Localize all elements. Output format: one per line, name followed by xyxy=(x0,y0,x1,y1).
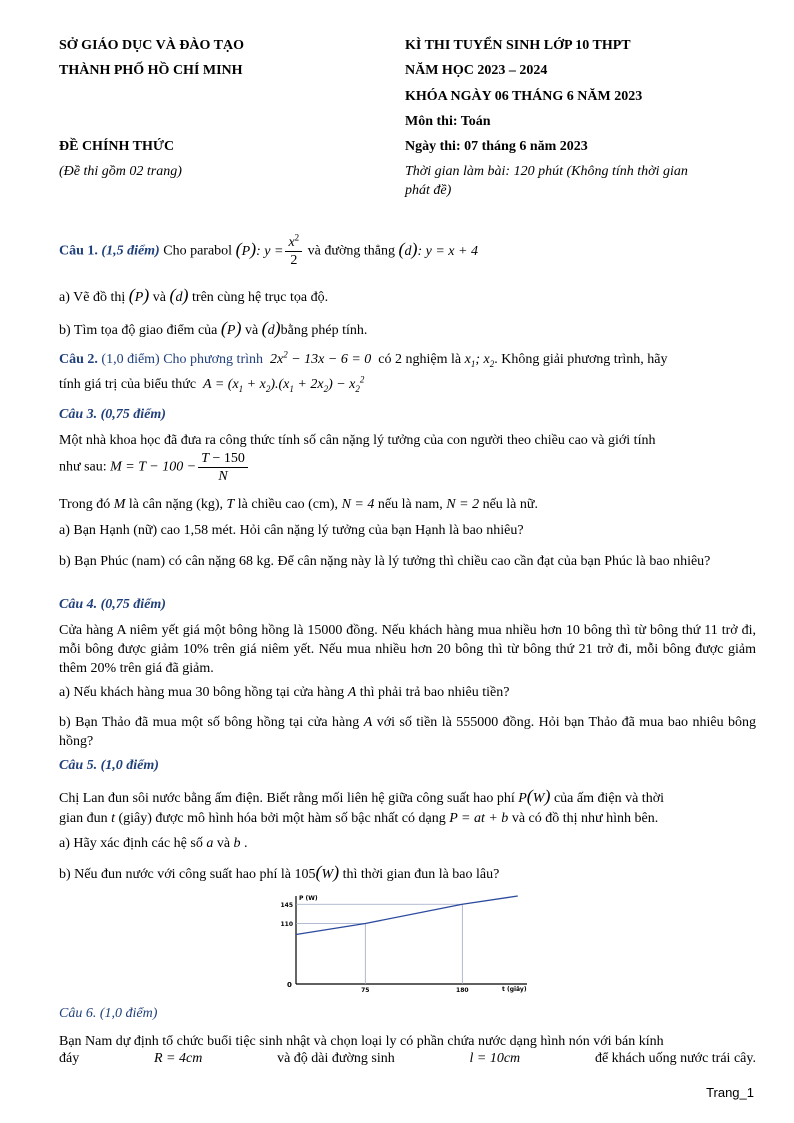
q4-intro xyxy=(59,621,756,678)
x-tick-label: 180 xyxy=(456,987,469,994)
q6-l2c: để khách uống nước trái cây. xyxy=(594,1051,756,1066)
page-number: Trang_1 xyxy=(706,1085,754,1100)
q3-formula-line xyxy=(59,450,250,485)
q6-slant: l = 10cm xyxy=(469,1051,521,1066)
q3-part-b xyxy=(59,552,756,571)
q4-p20: 20% xyxy=(90,661,117,676)
q5-b2: thì thời gian đun là bao lâu? xyxy=(342,867,500,882)
q6-line1: Bạn Nam dự định tổ chức buổi tiệc sinh nhật và chọn loại ly có phần chứa nước dạng hình nón với bán kính xyxy=(59,1034,664,1049)
q2-equation: $2x^2 - 13x - 6 = 0$ xyxy=(270,349,372,367)
q5-l2b: (giây) được mô hình hóa bởi một hàm số bậc nhất có dạng xyxy=(118,811,446,826)
q3-a2: mét. Hỏi cân nặng lý tưởng của bạn Hạnh là bao nhiêu? xyxy=(211,523,524,538)
q5-label: Câu 5. (1,0 điểm) xyxy=(59,758,159,773)
q4-l2b: trở đi, mỗi bông được giảm xyxy=(59,623,756,657)
q3-intro: Một nhà khoa học đã đưa ra công thức tính số cân nặng lý tưởng của con người theo chiều cao và giới tính xyxy=(59,433,656,448)
q3-b-num: 68 xyxy=(239,554,253,569)
q4-n20: 20 xyxy=(436,642,451,657)
school-year: NĂM HỌC 2023 – 2024 xyxy=(405,63,548,78)
q4-l3a: thứ xyxy=(555,642,575,657)
q6-radius: R = 4cm xyxy=(153,1051,203,1066)
time-limit-line2: phát đề) xyxy=(405,183,452,198)
q4-part-a: a) Nếu khách hàng mua 30 bông hồng tại cửa hàng A thì phải trả bao nhiêu tiền? xyxy=(59,685,510,700)
q4-a1: a) Nếu khách hàng mua xyxy=(59,685,192,700)
q1-a-end: trên cùng hệ trục tọa độ. xyxy=(192,290,329,305)
exam-title: KÌ THI TUYỂN SINH LỚP 10 THPT xyxy=(405,38,631,53)
power-line xyxy=(296,896,518,935)
origin-label: 0 xyxy=(287,981,292,989)
pages-note: (Đề thi gồm 02 trang) xyxy=(59,164,182,179)
y-tick-label: 145 xyxy=(280,901,293,909)
power-time-chart xyxy=(282,892,542,997)
q2-label: Câu 2. xyxy=(59,352,98,367)
q1-part-a: a) Vẽ đồ thị (P) và (d) trên cùng hệ trục tọa độ. xyxy=(59,285,329,305)
q6-l2b: và độ dài đường sinh xyxy=(277,1051,395,1066)
q3-p2d: nếu là nam, xyxy=(377,497,443,512)
q1-parabola: (P): y = xyxy=(235,238,284,259)
exam-date: Ngày thi: 07 tháng 6 năm 2023 xyxy=(405,139,588,154)
q3-p1b: như sau: xyxy=(59,459,107,475)
q1-points: (1,5 điểm) xyxy=(101,243,160,259)
q4-l1c: bông thì từ xyxy=(583,623,646,638)
q4-n21: 21 xyxy=(578,642,593,657)
q1-b-and: và xyxy=(244,323,259,338)
q5-l2a: gian đun xyxy=(59,811,108,826)
q3-b3: bao nhiêu? xyxy=(649,554,711,569)
q3-formula: M = T − 100 − xyxy=(110,459,197,475)
q5-a1: a) Hãy xác định các hệ số xyxy=(59,836,203,851)
q4-b2: với số tiền là xyxy=(376,715,452,730)
q3-b1: b) Bạn Phúc (nam) có cân nặng xyxy=(59,554,236,569)
q5-b1: b) Nếu đun nước với công suất hao phí là xyxy=(59,867,291,882)
q5-line2: gian đun t (giây) được mô hình hóa bởi một hàm số bậc nhất có dạng P = at + b và có đồ thị như hình bên. xyxy=(59,811,659,826)
official-exam-label: ĐỀ CHÍNH THỨC xyxy=(59,139,175,154)
q4-n11: 11 xyxy=(704,623,718,638)
q3-p2a: Trong đó xyxy=(59,497,111,512)
q3-fraction: $\frac{T - 150}{N}$ xyxy=(198,450,248,485)
q1-line: (d): y = x + 4 xyxy=(398,238,478,259)
q3-definitions: Trong đó M là cân nặng (kg), T là chiều cao (cm), N = 4 nếu là nam, N = 2 nếu là nữ. xyxy=(59,497,538,512)
q1-a-text: a) Vẽ đồ thị xyxy=(59,290,126,305)
q2-line2-text: tính giá trị của biểu thức xyxy=(59,377,197,392)
q2-line2 xyxy=(59,374,365,394)
q3-a1: a) Bạn Hạnh (nữ) cao xyxy=(59,523,181,538)
q5-part-b: b) Nếu đun nước với công suất hao phí là 105(W) thì thời gian đun là bao lâu? xyxy=(59,862,500,882)
q4-n10: 10 xyxy=(565,623,580,638)
q3-a-num: 1,58 xyxy=(183,523,209,538)
q5-a-and: và xyxy=(216,836,231,851)
q4-b3: đồng. Hỏi bạn Thảo đã mua xyxy=(502,715,664,730)
q1-mid: và đường thẳng xyxy=(307,243,395,259)
q4-a3: thì phải trả bao nhiêu tiền? xyxy=(359,685,510,700)
q5-l1a: Chị Lan đun sôi nước bằng ấm điện. Biết rằng mối liên hệ giữa công suất hao phí xyxy=(59,791,515,806)
q4-p10: 10% xyxy=(183,642,209,657)
q3-p2e: nếu là nữ. xyxy=(482,497,538,512)
q4-money: 555000 xyxy=(456,715,499,730)
q4-l3c: trên giá đã giảm. xyxy=(119,661,214,676)
q4-l2d: bông thì từ bông xyxy=(455,642,552,657)
q4-b1: b) Bạn Thảo đã mua một số bông hồng tại cửa hàng xyxy=(59,715,360,730)
q4-l2c: trên giá niêm yết. Nếu mua nhiều hơn xyxy=(213,642,433,657)
q2-points: (1,0 điểm) Cho phương trình xyxy=(101,352,263,367)
q1-intro: Cho parabol xyxy=(163,243,233,259)
q4-price: 15000 xyxy=(307,623,343,638)
q1-a-and: và xyxy=(152,290,167,305)
x-tick-label: 75 xyxy=(361,987,370,994)
exam-session: KHÓA NGÀY 06 THÁNG 6 NĂM 2023 xyxy=(405,89,643,104)
header-city: THÀNH PHỐ HỒ CHÍ MINH xyxy=(59,63,243,78)
q4-l3b: trở đi, mỗi bông được giảm thêm xyxy=(59,642,757,676)
q6-l2a: đáy xyxy=(59,1051,80,1066)
q2-mid: có 2 nghiệm là xyxy=(378,352,462,367)
q5-line1: Chị Lan đun sôi nước bằng ấm điện. Biết rằng mối liên hệ giữa công suất hao phí P(W) của ấm điện và thời xyxy=(59,786,664,806)
q1-part-b: b) Tìm tọa độ giao điểm của (P) và (d)bằng phép tính. xyxy=(59,318,368,338)
q3-p2c: là chiều cao (cm), xyxy=(237,497,339,512)
q1-label: Câu 1. xyxy=(59,243,98,259)
time-limit-line1: Thời gian làm bài: 120 phút (Không tính thời gian xyxy=(405,164,688,179)
y-axis-label: P (W) xyxy=(299,895,318,902)
q2-expression: $A = (x_1 + x_2).(x_1 + 2x_2) - x_2^2$ xyxy=(203,374,365,394)
q4-n30: 30 xyxy=(195,685,210,700)
question-2 xyxy=(59,349,668,369)
subject: Môn thi: Toán xyxy=(405,114,491,129)
q1-b-end: bằng phép tính. xyxy=(280,323,368,338)
q3-b2: kg. Để cân nặng này là lý tưởng thì chiều cao cần đạt của bạn Phúc là xyxy=(256,554,646,569)
q4-b4: bao nhiêu bông hồng? xyxy=(59,715,757,749)
q4-part-b: b) Bạn Thảo đã mua một số bông hồng tại cửa hàng A với số tiền là 555000 đồng. Hỏi bạn Thảo đã mua bao nhiêu bông hồng? xyxy=(59,715,757,749)
q1-b-text: b) Tìm tọa độ giao điểm của xyxy=(59,323,218,338)
q4-l1b: đồng. Nếu khách hàng mua nhiều hơn xyxy=(346,623,562,638)
q5-part-a: a) Hãy xác định các hệ số a và b . xyxy=(59,836,248,851)
q3-p2b: là cân nặng (kg), xyxy=(128,497,223,512)
q5-l1b: của ấm điện và thời xyxy=(553,791,664,806)
q4-l1a: Cửa hàng A niêm yết giá một bông hồng là xyxy=(59,623,304,638)
q5-l2c: và có đồ thị như hình bên. xyxy=(511,811,659,826)
question-1 xyxy=(59,234,478,269)
q2-end: . Không giải phương trình, hãy xyxy=(494,352,668,367)
q3-part-a xyxy=(59,523,524,539)
q1-fraction: $\frac{x^2}{2}$ xyxy=(285,234,302,269)
q4-l2a: bông thứ xyxy=(649,623,701,638)
q6-label: Câu 6. (1,0 điểm) xyxy=(59,1006,158,1021)
q4-label: Câu 4. (0,75 điểm) xyxy=(59,597,166,612)
q6-line2 xyxy=(59,1051,756,1067)
header-department: SỞ GIÁO DỤC VÀ ĐÀO TẠO xyxy=(59,38,245,53)
x-axis-label: t (giây) xyxy=(502,986,527,993)
q3-label: Câu 3. (0,75 điểm) xyxy=(59,407,166,422)
q2-roots: $x_1$; $x_2$ xyxy=(464,352,495,369)
q4-a2: bông hồng tại cửa hàng xyxy=(212,685,345,700)
y-tick-label: 110 xyxy=(280,921,293,928)
q5-b-num: 105 xyxy=(294,867,316,882)
